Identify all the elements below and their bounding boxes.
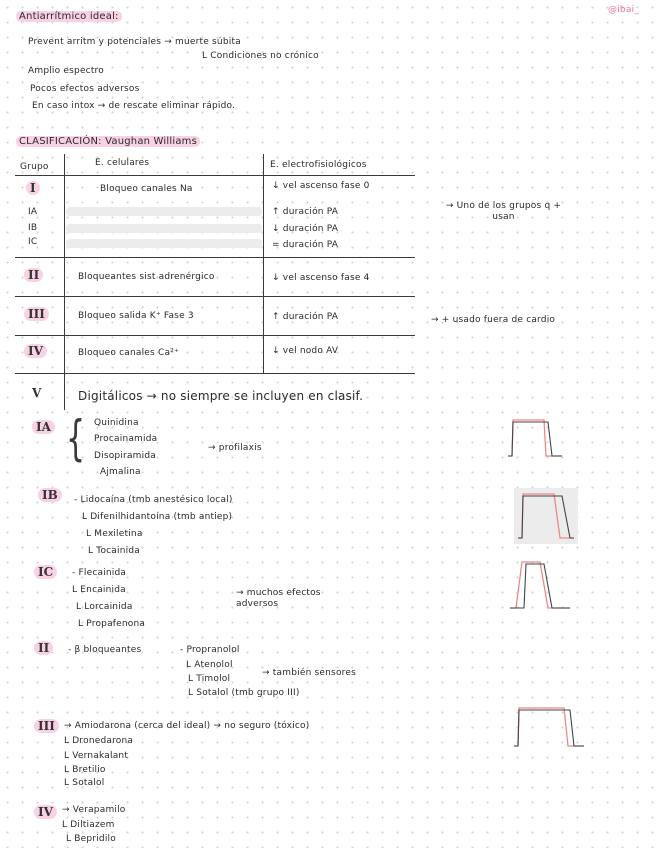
intro-line-3: Amplio espectro: [28, 66, 104, 76]
drug-group-ia-text: IA: [32, 420, 55, 434]
intro-line-1: Prevent arritm y potenciales → muerte súbita: [28, 37, 241, 47]
drug-iii-2: L Dronedarona: [64, 736, 134, 746]
cell-electro-iii: ↑ duración PA: [272, 312, 339, 322]
drug-iv-2: L Diltiazem: [62, 820, 115, 830]
drug-ii-3: L Atenolol: [186, 660, 233, 670]
action-potential-ib-sketch: [514, 488, 578, 544]
header-grupo: Grupo: [20, 162, 49, 172]
group-iv-text: IV: [24, 344, 47, 358]
drug-ii-1: - β bloqueantes: [68, 645, 142, 655]
table-row-divider-2: [15, 296, 415, 297]
drug-group-ic-text: IC: [34, 565, 57, 579]
drug-iii-4: L Bretilio: [64, 765, 106, 775]
note-group-iii: → + usado fuera de cardio: [431, 315, 556, 325]
group-label-ii: [24, 268, 43, 282]
intro-line-5: En caso intox → de rescate eliminar rápido.: [32, 101, 236, 111]
action-potential-ic-sketch: [508, 556, 574, 616]
note-group-i: → Uno de los grupos q + usan: [445, 201, 562, 222]
group-iii-text: III: [24, 307, 49, 321]
brace-ia: {: [66, 411, 86, 468]
drug-ic-4: L Propafenona: [78, 619, 146, 629]
drug-group-ib: [38, 488, 62, 502]
intro-title-text: Antiarrítmico ideal:: [16, 11, 122, 22]
drug-group-iii-text: III: [34, 719, 59, 733]
table-col-divider-1: [64, 154, 65, 410]
drug-ic-3: L Lorcainida: [76, 602, 133, 612]
table-col-divider-2: [263, 154, 264, 374]
cell-electro-ia: ↑ duración PA: [272, 207, 339, 217]
cell-electro-ic: = duración PA: [272, 240, 339, 250]
drug-ia-4: Ajmalina: [100, 467, 141, 477]
drug-ii-5: L Sotalol (tmb grupo III): [188, 688, 300, 698]
table-row-divider-1: [15, 257, 415, 258]
cell-celular-iv: Bloqueo canales Ca²⁺: [78, 348, 179, 358]
cell-electro-i: ↓ vel ascenso fase 0: [272, 181, 370, 191]
cell-celular-i: Bloqueo canales Na: [100, 184, 193, 194]
group-ii-text: II: [24, 268, 43, 282]
drug-group-ia: [32, 420, 55, 434]
drug-ib-2: L Difenilhidantoína (tmb antiep): [82, 512, 233, 522]
intro-line-4: Pocos efectos adversos: [30, 84, 140, 94]
drug-iii-1: → Amiodarona (cerca del ideal) → no seguro (tóxico): [64, 721, 310, 731]
drug-group-ii-text: II: [34, 641, 53, 655]
drug-ia-3: Disopiramida: [94, 451, 156, 461]
drug-group-ib-text: IB: [38, 488, 62, 502]
drug-iii-5: L Sotalol: [64, 778, 105, 788]
group-label-i: [26, 181, 40, 195]
intro-title: [16, 11, 122, 22]
table-header-divider: [15, 175, 415, 176]
row-shade-ib: [66, 224, 262, 233]
author-credit: @ibai_: [608, 5, 639, 15]
drug-group-iii: [34, 719, 59, 733]
intro-line-2: L Condiciones no crónico: [202, 51, 319, 61]
row-shade-ia: [66, 207, 262, 216]
row-shade-ic: [66, 239, 262, 248]
drug-ib-4: L Tocainida: [88, 546, 140, 556]
cell-electro-ii: ↓ vel ascenso fase 4: [272, 273, 370, 283]
drug-ic-1: - Flecainida: [72, 568, 127, 578]
drug-ib-3: L Mexiletina: [86, 529, 143, 539]
action-potential-ia-sketch: [506, 416, 566, 462]
drug-iii-3: L Vernakalant: [64, 751, 129, 761]
classification-title-text: CLASIFICACIÓN: Vaughan Williams: [16, 136, 200, 147]
drug-iv-1: → Verapamilo: [62, 805, 126, 815]
classification-title: [16, 136, 200, 147]
cell-celular-ii: Bloqueantes sist adrenérgico: [78, 272, 215, 282]
table-row-divider-4: [15, 373, 415, 374]
drug-group-ic: [34, 565, 57, 579]
header-electro: E. electrofisiológicos: [270, 160, 367, 170]
drug-ic-note: → muchos efectos adversos: [236, 588, 321, 609]
drug-ib-1: - Lidocaína (tmb anestésico local): [74, 495, 233, 505]
group-label-ia: IA: [28, 207, 38, 217]
cell-celular-iii: Bloqueo salida K⁺ Fase 3: [78, 311, 194, 321]
group-label-iv: [24, 344, 47, 358]
drug-ia-1: Quinidina: [94, 418, 139, 428]
cell-electro-ib: ↓ duración PA: [272, 224, 339, 234]
action-potential-iii-sketch: [512, 702, 588, 754]
drug-ic-2: L Encainida: [72, 585, 126, 595]
drug-group-ii: [34, 641, 53, 655]
group-label-ic: IC: [28, 237, 38, 247]
group-label-v: V: [32, 386, 42, 400]
drug-ia-note: → profilaxis: [208, 443, 262, 453]
cell-celular-v: Digitálicos → no siempre se incluyen en clasif.: [78, 389, 364, 403]
table-row-divider-3: [15, 335, 415, 336]
group-label-ib: IB: [28, 223, 38, 233]
drug-ii-note: → también sensores: [262, 668, 356, 678]
drug-ii-2: - Propranolol: [180, 645, 240, 655]
drug-group-iv-text: IV: [34, 805, 57, 819]
drug-group-iv: [34, 805, 57, 819]
drug-ii-4: L Timolol: [188, 674, 231, 684]
cell-electro-iv: ↓ vel nodo AV: [272, 346, 339, 356]
group-label-iii: [24, 307, 49, 321]
group-i-text: I: [26, 181, 40, 195]
drug-ia-2: Procainamida: [94, 434, 158, 444]
header-celulares: E. celulares: [95, 158, 150, 168]
drug-iv-3: L Bepridilo: [66, 834, 116, 844]
